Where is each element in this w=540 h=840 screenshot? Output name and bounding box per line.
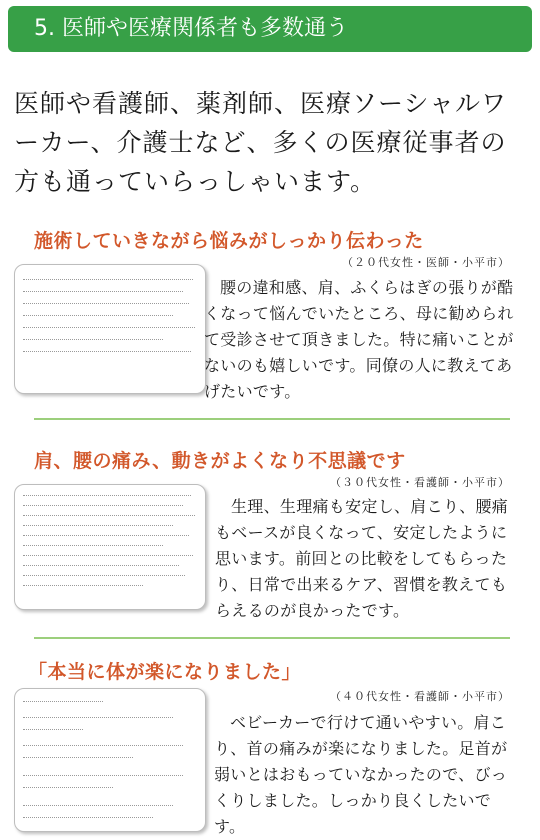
divider-1 xyxy=(34,418,510,420)
handwritten-card-1 xyxy=(14,264,206,394)
testimonial-body-3: ベビーカーで行けて通いやすい。肩こり、首の痛みが楽になりました。足首が弱いとはおもっていなかったので、びっくりしました。しっかり良くしたいです。 xyxy=(214,713,508,836)
section-title: 5. 医師や医療関係者も多数通う xyxy=(34,16,348,41)
testimonial-body-2: 生理、生理痛も安定し、肩こり、腰痛もベースが良くなって、安定したように思います。前回との比較をしてもらったり、日常で出来るケア、習慣を教えてもらえるのが良かったです。 xyxy=(215,497,509,620)
testimonial-title-2: 肩、腰の痛み、動きがよくなり不思議です xyxy=(34,450,406,472)
testimonial-credit-2: （３０代女性・看護師・小平市） xyxy=(330,476,510,489)
section-header xyxy=(8,6,532,52)
intro-paragraph: 医師や看護師、薬剤師、医療ソーシャルワーカー、介護士など、多くの医療従事者の方も通っていらっしゃいます。 xyxy=(14,89,508,196)
testimonial-credit-3: （４０代女性・看護師・小平市） xyxy=(330,690,510,703)
questionnaire-card-3 xyxy=(14,688,206,832)
testimonial-title-1: 施術していきながら悩みがしっかり伝わった xyxy=(34,230,424,252)
testimonial-credit-1: （２０代女性・医師・小平市） xyxy=(342,256,510,269)
divider-2 xyxy=(34,637,510,639)
handwritten-card-2 xyxy=(14,484,206,610)
testimonial-body-1: 腰の違和感、肩、ふくらはぎの張りが酷くなって悩んでいたところ、母に勧められて受診させて頂きました。特に痛いことがないのも嬉しいです。同僚の人に教えてあげたいです。 xyxy=(204,278,514,401)
testimonial-title-3: 「本当に体が楽になりました」 xyxy=(28,661,302,683)
